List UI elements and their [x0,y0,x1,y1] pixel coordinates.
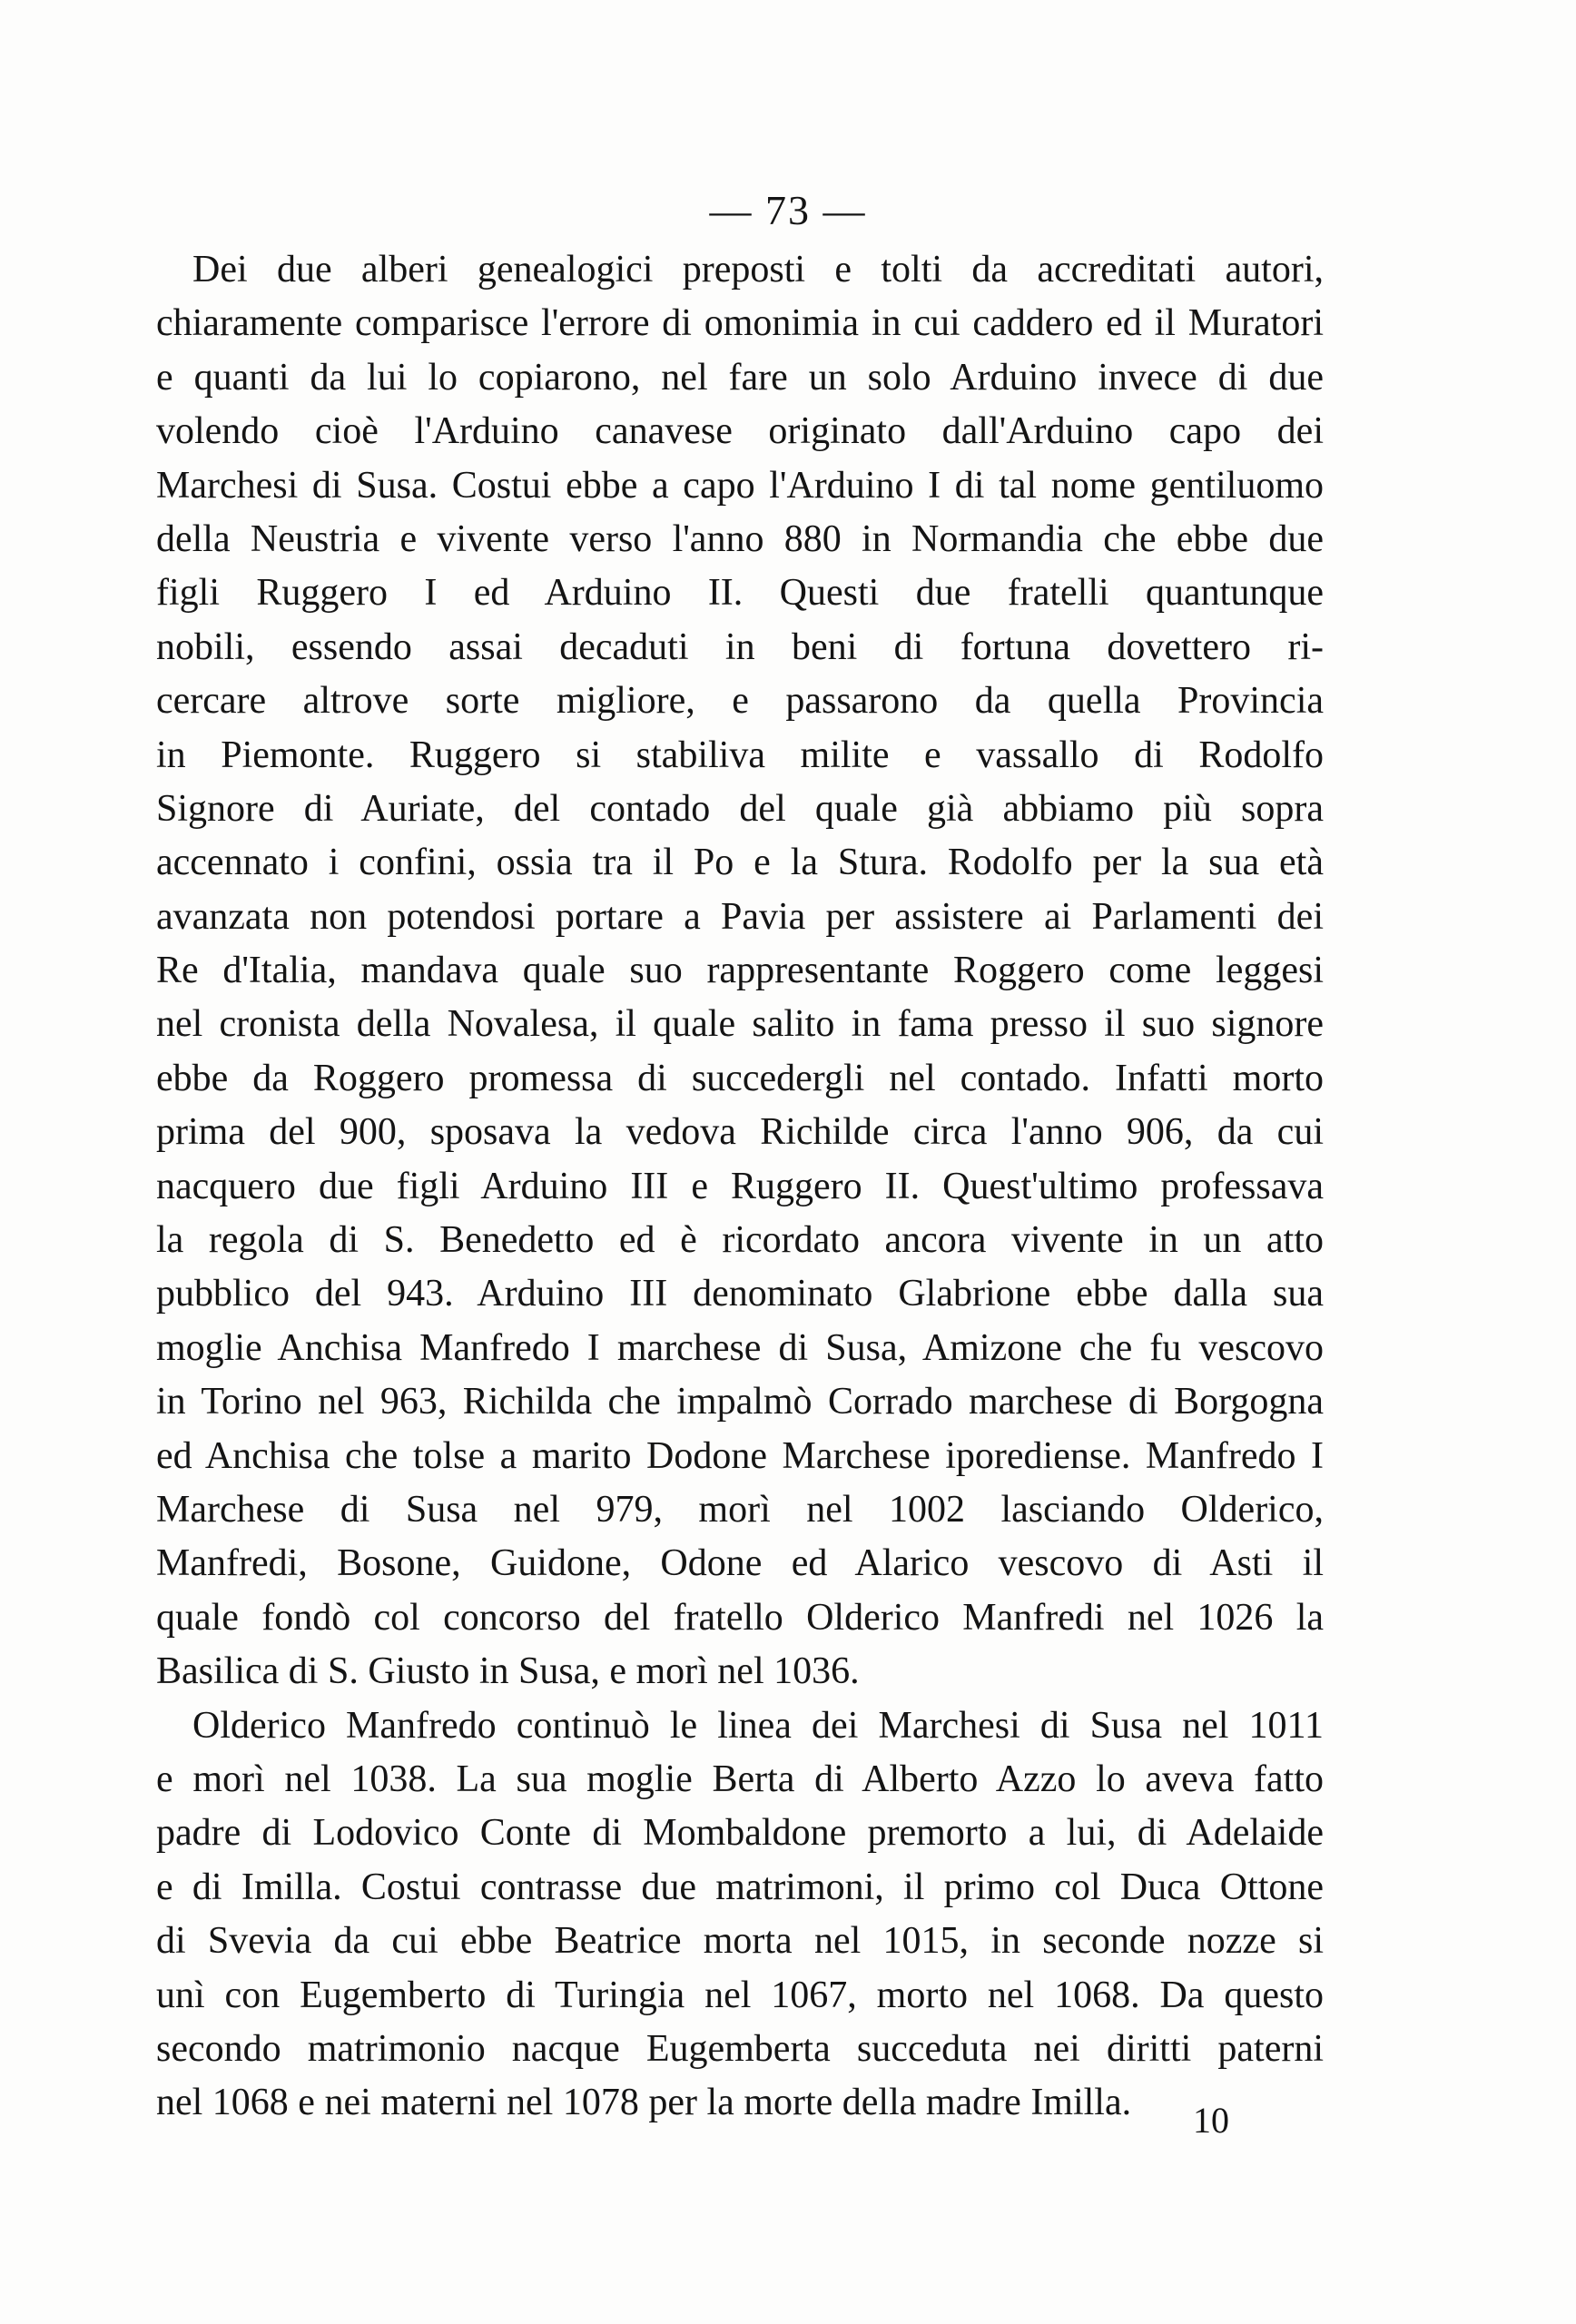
text-line: moglie Anchisa Manfredo I marchese di Susa, Amizone che fu vescovo [156,1326,1324,1369]
text-line: pubblico del 943. Arduino III denominato Glabrione ebbe dalla sua [156,1273,1324,1315]
text-line: avanzata non potendosi portare a Pavia per assistere ai Parlamenti dei [156,895,1324,938]
text-line: la regola di S. Benedetto ed è ricordato ancora vivente in un atto [156,1219,1324,1262]
text-line: in Torino nel 963, Richilda che impalmò Corrado marchese di Borgogna [156,1381,1324,1423]
text-line: Dei due alberi genealogici preposti e tolti da accreditati autori, [192,249,1324,290]
text-line: ed Anchisa che tolse a marito Dodone Marchese iporediense. Manfredo I [156,1434,1324,1477]
text-line: figli Ruggero I ed Arduino II. Questi due fratelli quantunque [156,572,1324,615]
text-line: unì con Eugemberto di Turingia nel 1067, morto nel 1068. Da questo [156,1974,1324,2016]
paragraph-2 [156,1699,1324,2131]
text-line: Olderico Manfredo continuò le linea dei Marchesi di Susa nel 1011 [192,1704,1324,1747]
body-text [156,243,1324,2131]
text-line: secondo matrimonio nacque Eugemberta succeduta nei diritti paterni [156,2027,1324,2070]
paragraph-1 [156,243,1324,1699]
text-line: di Svevia da cui ebbe Beatrice morta nel 1015, in seconde nozze si [156,1920,1324,1963]
text-line: accennato i confini, ossia tra il Po e la Stura. Rodolfo per la sua età [156,842,1324,884]
text-line: cercare altrove sorte migliore, e passarono da quella Provincia [156,680,1324,723]
text-line: Marchesi di Susa. Costui ebbe a capo l'Arduino I di tal nome gentiluomo [156,464,1324,507]
text-line: ebbe da Roggero promessa di succedergli nel contado. Infatti morto [156,1057,1324,1099]
text-line: in Piemonte. Ruggero si stabiliva milite e vassallo di Rodolfo [156,734,1324,776]
text-line: e quanti da lui lo copiarono, nel fare un solo Arduino invece di due [156,356,1324,399]
text-line: e di Imilla. Costui contrasse due matrimoni, il primo col Duca Ottone [156,1866,1324,1908]
text-line: della Neustria e vivente verso l'anno 880 in Normandia che ebbe due [156,517,1324,560]
text-line: nel 1068 e nei materni nel 1078 per la morte della madre Imilla. [156,2082,1132,2124]
text-line: Signore di Auriate, del contado del quale già abbiamo più sopra [156,787,1324,830]
text-line: prima del 900, sposava la vedova Richilde circa l'anno 906, da cui [156,1111,1324,1154]
text-line: quale fondò col concorso del fratello Olderico Manfredi nel 1026 la [156,1596,1324,1639]
text-line: Re d'Italia, mandava quale suo rappresentante Roggero come leggesi [156,950,1324,992]
text-line: volendo cioè l'Arduino canavese originato dall'Arduino capo dei [156,410,1324,453]
text-line: Basilica di S. Giusto in Susa, e morì nel 1036. [156,1650,860,1693]
text-line: padre di Lodovico Conte di Mombaldone premorto a lui, di Adelaide [156,1812,1324,1855]
signature-mark: 10 [1193,2100,1229,2141]
text-line: nobili, essendo assai decaduti in beni di fortuna dovettero ri- [156,625,1324,668]
text-line: Marchese di Susa nel 979, morì nel 1002 lasciando Olderico, [156,1488,1324,1531]
text-line: nel cronista della Novalesa, il quale salito in fama presso il suo signore [156,1003,1324,1046]
text-line: Manfredi, Bosone, Guidone, Odone ed Alarico vescovo di Asti il [156,1542,1324,1585]
text-line: chiaramente comparisce l'errore di omonimia in cui caddero ed il Muratori [156,302,1324,345]
text-line: nacquero due figli Arduino III e Ruggero II. Quest'ultimo professava [156,1165,1324,1207]
text-line: e morì nel 1038. La sua moglie Berta di Alberto Azzo lo aveva fatto [156,1758,1324,1800]
page-number: — 73 — [709,187,867,233]
